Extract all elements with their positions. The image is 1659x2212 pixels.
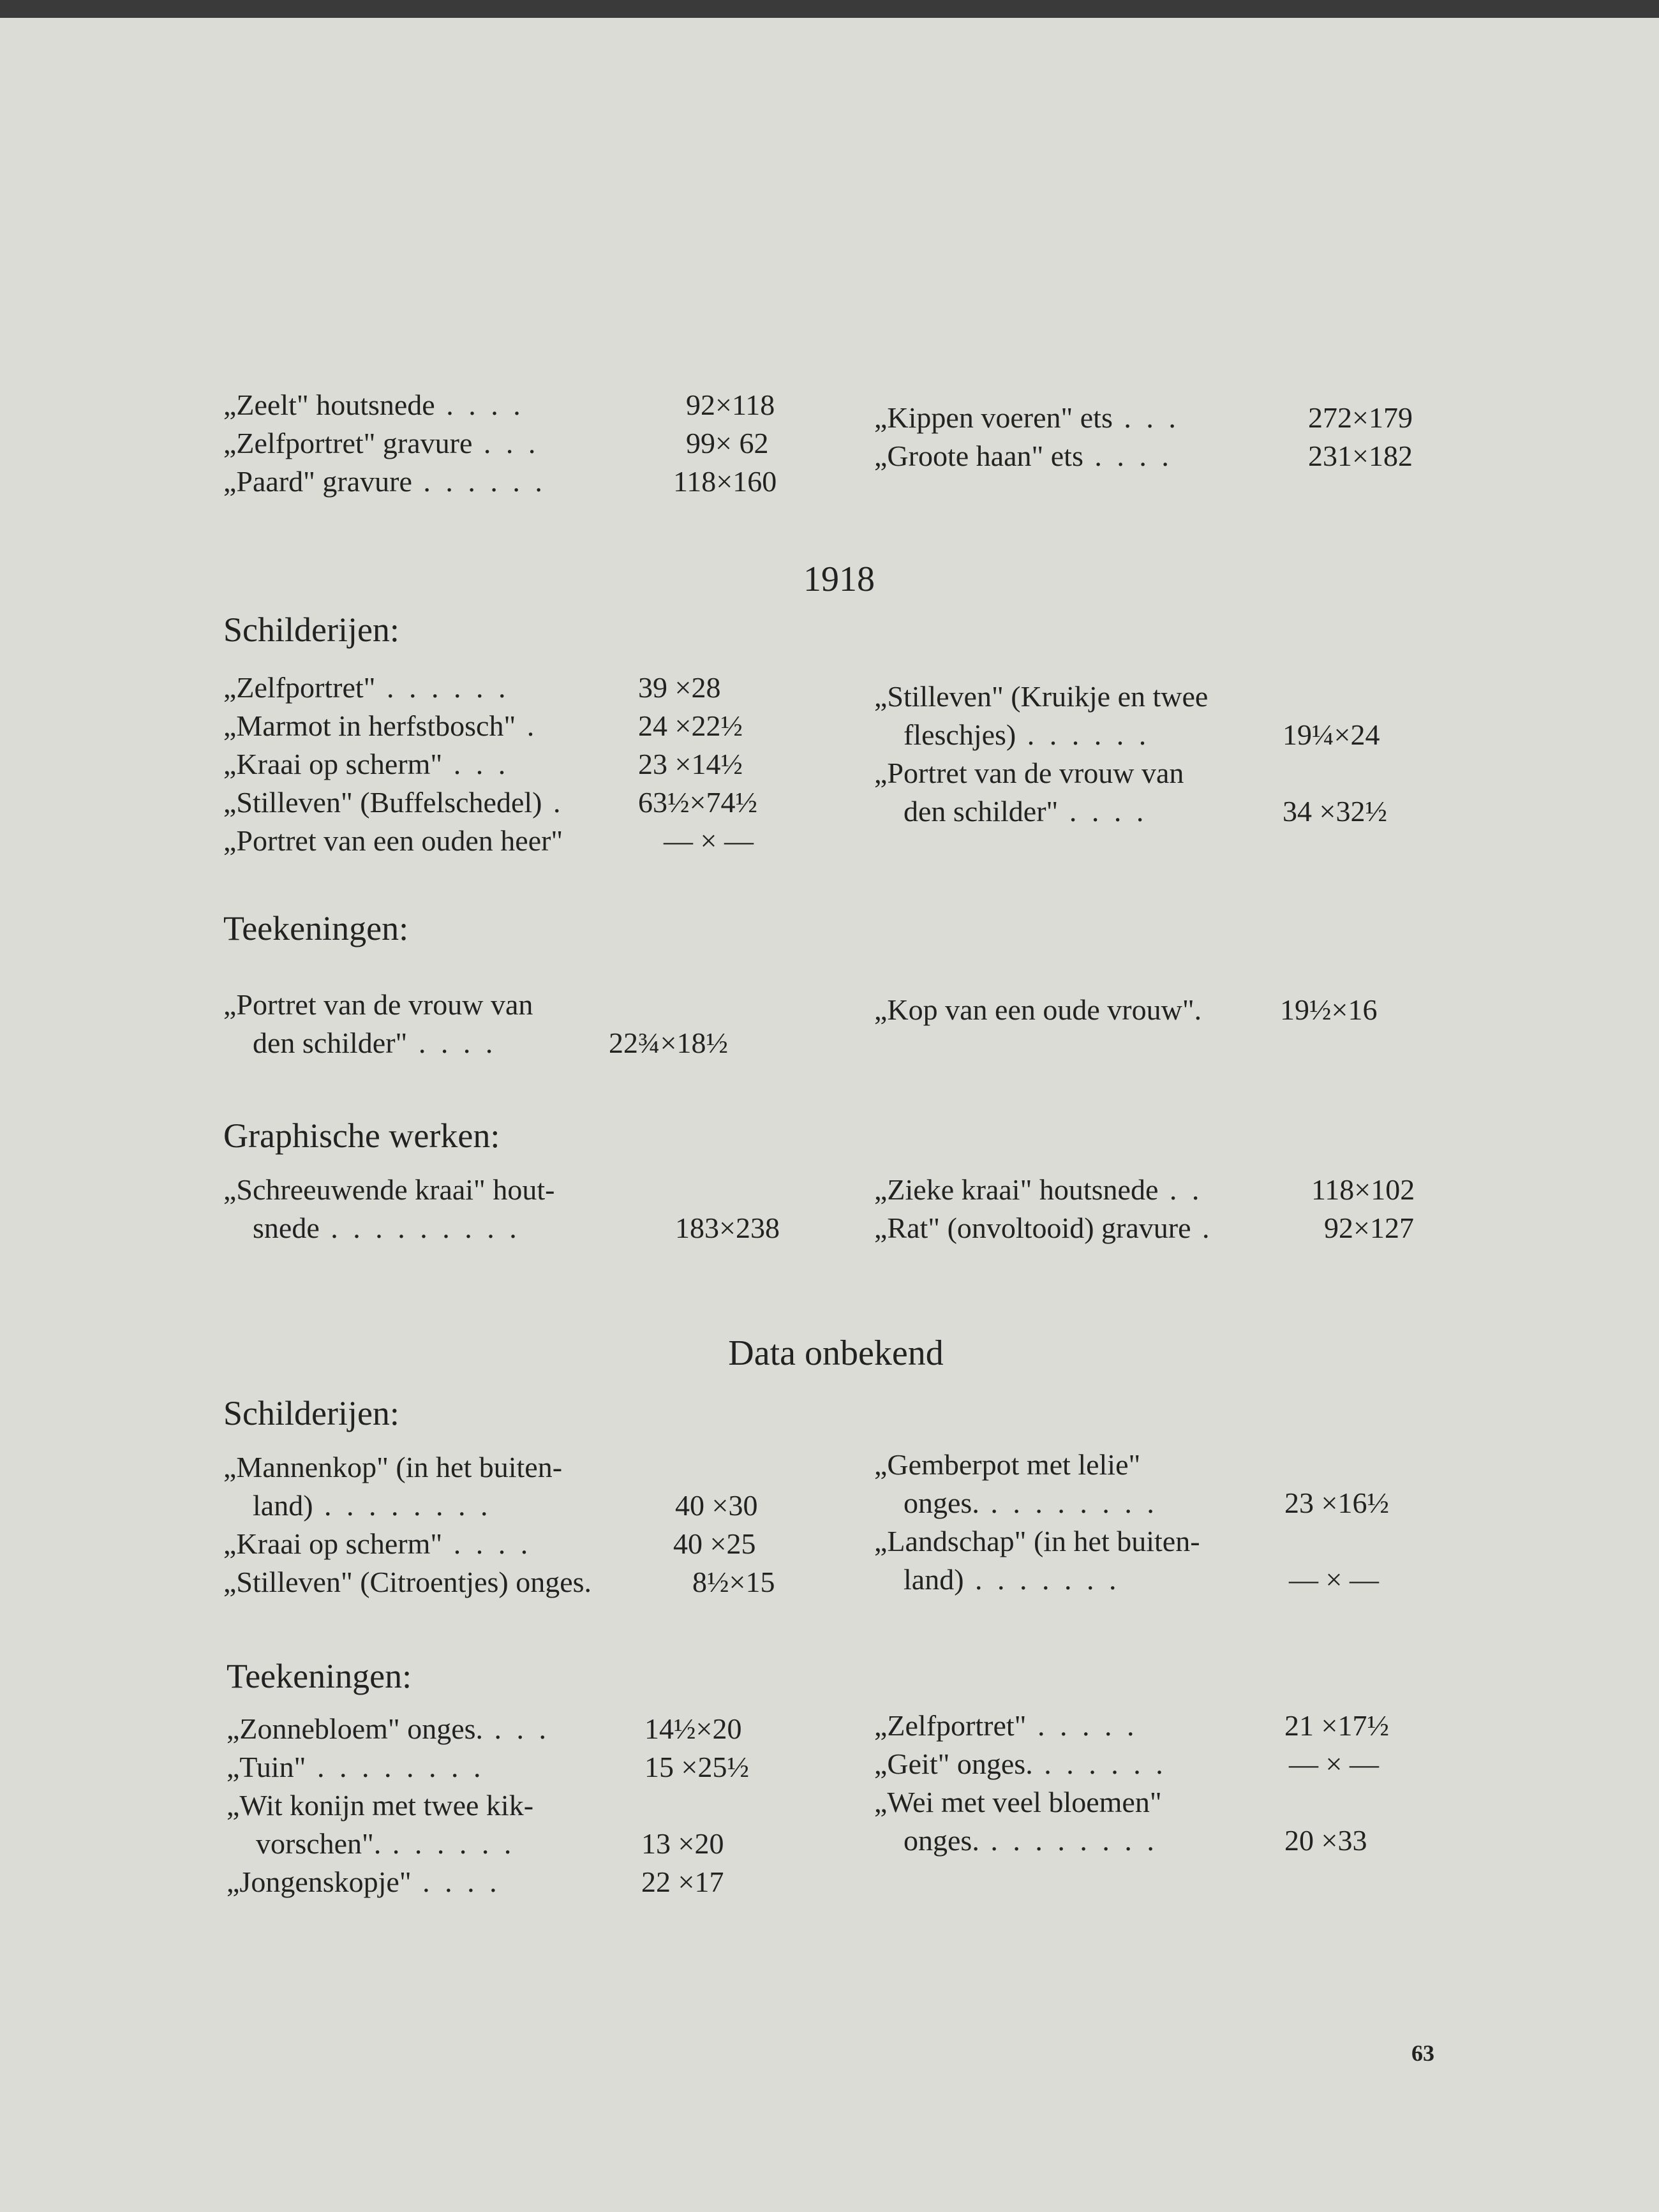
list-item xyxy=(223,669,810,707)
entry-title: den schilder" xyxy=(253,1027,408,1059)
dot-leader: . . xyxy=(1158,1173,1203,1206)
entry-dimensions: 231×182 xyxy=(1308,440,1413,472)
entry-dimensions: 22¾×18½ xyxy=(609,1027,728,1059)
top-left-list xyxy=(223,386,798,501)
entry-title: „Paard" gravure xyxy=(223,465,412,498)
list-item xyxy=(874,1522,1448,1561)
entry-dimensions: 40 ×30 xyxy=(675,1489,758,1522)
entry-title: „Tuin" xyxy=(227,1751,306,1783)
list-item xyxy=(223,1024,810,1062)
entry-title: „Stilleven" (Citroentjes) onges. xyxy=(223,1566,592,1598)
entry-title-line: „Gemberpot met lelie" xyxy=(874,1448,1141,1481)
dot-leader: . . . xyxy=(442,748,510,780)
list-item xyxy=(223,424,798,463)
list-item xyxy=(223,1487,810,1525)
dot-leader: . . . xyxy=(1112,401,1180,434)
entry-dimensions: 13 ×20 xyxy=(641,1827,724,1860)
list-item xyxy=(874,1171,1448,1209)
list-item xyxy=(223,386,798,424)
entry-title: „Zelfportret" gravure xyxy=(223,427,473,459)
list-item xyxy=(874,678,1448,716)
entry-dimensions: 92×118 xyxy=(686,389,775,421)
entry-title: „Stilleven" (Buffelschedel) xyxy=(223,786,542,819)
list-item xyxy=(227,1710,814,1748)
entry-dimensions: 20 ×33 xyxy=(1284,1824,1367,1857)
entry-title-line: „Wei met veel bloemen" xyxy=(874,1786,1162,1818)
entry-title: „Kraai op scherm" xyxy=(223,748,443,780)
entry-dimensions: — × — xyxy=(1289,1748,1379,1780)
entry-title: „Marmot in herfstbosch" xyxy=(223,709,516,742)
entry-title: „Kraai op scherm" xyxy=(223,1527,443,1560)
entry-dimensions: 23 ×14½ xyxy=(638,748,743,780)
dot-leader: . . . . . . xyxy=(412,465,546,498)
teekeningen-onbekend-right xyxy=(874,1707,1448,1860)
dot-leader: . . . . . . xyxy=(1016,718,1150,751)
schilderijen-1918-left xyxy=(223,669,810,860)
dot-leader: . . . . . . . . xyxy=(979,1487,1158,1519)
top-right-list xyxy=(874,399,1448,475)
entry-dimensions: 272×179 xyxy=(1308,401,1413,434)
list-item xyxy=(874,792,1448,831)
list-item xyxy=(223,1448,810,1487)
entry-title: „Zonnebloem" onges. xyxy=(227,1712,484,1745)
entry-title: fleschjes) xyxy=(904,718,1016,751)
entry-dimensions: 14½×20 xyxy=(644,1712,742,1745)
section-data-onbekend: Data onbekend xyxy=(728,1333,944,1373)
entry-title: „Zeelt" houtsnede xyxy=(223,389,435,421)
heading-graphische-werken: Graphische werken: xyxy=(223,1117,500,1155)
list-item xyxy=(874,437,1448,475)
list-item xyxy=(874,1745,1448,1783)
dot-leader: . . . . . . . xyxy=(963,1563,1120,1596)
list-item xyxy=(227,1786,814,1825)
entry-title: onges. xyxy=(904,1487,979,1519)
list-item xyxy=(223,707,810,745)
list-item xyxy=(223,745,810,783)
dot-leader: . . . . xyxy=(407,1027,497,1059)
schilderijen-1918-right xyxy=(874,678,1448,831)
dot-leader: . . . . . . xyxy=(381,1827,516,1860)
dot-leader: . . . . . . . . xyxy=(306,1751,485,1783)
list-item xyxy=(874,1783,1448,1822)
entry-dimensions: 23 ×16½ xyxy=(1284,1487,1389,1519)
entry-title: vorschen". xyxy=(256,1827,382,1860)
entry-title: den schilder" xyxy=(904,795,1059,828)
entry-title: „Zieke kraai" houtsnede xyxy=(874,1173,1159,1206)
entry-dimensions: — × — xyxy=(664,824,754,857)
list-item xyxy=(874,1446,1448,1484)
dot-leader: . xyxy=(542,786,565,819)
entry-title-line: „Landschap" (in het buiten- xyxy=(874,1525,1200,1557)
dot-leader: . . . . . . xyxy=(375,671,510,704)
list-item xyxy=(223,463,798,501)
entry-dimensions: 39 ×28 xyxy=(638,671,721,704)
entry-title-line: „Portret van de vrouw van xyxy=(874,757,1184,789)
list-item xyxy=(223,822,810,860)
dot-leader: . xyxy=(1191,1212,1214,1244)
entry-title-line: „Schreeuwende kraai" hout- xyxy=(223,1173,555,1206)
list-item xyxy=(223,1209,810,1247)
dot-leader: . . . . xyxy=(1058,795,1148,828)
list-item xyxy=(874,754,1448,792)
dot-leader: . . . . xyxy=(1083,440,1173,472)
graphische-1918-right xyxy=(874,1171,1448,1247)
list-item xyxy=(874,1707,1448,1745)
dot-leader: . . . xyxy=(483,1712,551,1745)
dot-leader: . . . . xyxy=(411,1866,501,1898)
dot-leader: . . . . xyxy=(435,389,524,421)
list-item xyxy=(227,1748,814,1786)
graphische-1918-left xyxy=(223,1171,810,1247)
teekeningen-1918-left xyxy=(223,986,810,1062)
entry-title: „Jongenskopje" xyxy=(227,1866,412,1898)
dot-leader: . . . . xyxy=(442,1527,532,1560)
entry-dimensions: 21 ×17½ xyxy=(1284,1709,1389,1742)
entry-dimensions: — × — xyxy=(1289,1563,1379,1596)
dot-leader: . . . xyxy=(472,427,540,459)
list-item xyxy=(874,1209,1448,1247)
list-item xyxy=(227,1863,814,1901)
dot-leader: . xyxy=(516,709,539,742)
heading-schilderijen: Schilderijen: xyxy=(223,611,399,649)
entry-title: land) xyxy=(904,1563,964,1596)
entry-title: „Kop van een oude vrouw". xyxy=(874,993,1202,1026)
list-item xyxy=(223,1525,810,1563)
entry-title-line: „Stilleven" (Kruikje en twee xyxy=(874,680,1209,713)
entry-dimensions: 118×102 xyxy=(1311,1173,1415,1206)
list-item xyxy=(874,1561,1448,1599)
list-item xyxy=(227,1825,814,1863)
dot-leader: . . . . . . . . xyxy=(313,1489,492,1522)
list-item xyxy=(874,399,1448,437)
heading-teekeningen: Teekeningen: xyxy=(227,1657,412,1695)
teekeningen-onbekend-left xyxy=(227,1710,814,1901)
entry-title: „Zelfportret" xyxy=(223,671,376,704)
entry-dimensions: 24 ×22½ xyxy=(638,709,743,742)
entry-title-line: „Mannenkop" (in het buiten- xyxy=(223,1451,563,1483)
entry-dimensions: 34 ×32½ xyxy=(1283,795,1387,828)
entry-dimensions: 118×160 xyxy=(673,465,777,498)
entry-dimensions: 8½×15 xyxy=(692,1566,775,1598)
entry-dimensions: 99× 62 xyxy=(686,427,769,459)
section-year-1918: 1918 xyxy=(803,560,875,599)
entry-dimensions: 19½×16 xyxy=(1280,993,1378,1026)
list-item xyxy=(223,783,810,822)
entry-title-line: „Portret van de vrouw van xyxy=(223,988,533,1021)
entry-title: snede xyxy=(253,1212,320,1244)
entry-dimensions: 19¼×24 xyxy=(1283,718,1380,751)
entry-dimensions: 92×127 xyxy=(1324,1212,1414,1244)
teekeningen-1918-right xyxy=(874,991,1448,1029)
dot-leader: . . . . . . . . . xyxy=(319,1212,521,1244)
entry-title: „Groote haan" ets xyxy=(874,440,1083,472)
dot-leader: . . . . . . . . xyxy=(979,1824,1158,1857)
entry-dimensions: 22 ×17 xyxy=(641,1866,724,1898)
dot-leader: . . . . . xyxy=(1026,1709,1138,1742)
entry-title: „Kippen voeren" ets xyxy=(874,401,1113,434)
list-item xyxy=(874,1484,1448,1522)
list-item xyxy=(874,716,1448,754)
entry-dimensions: 40 ×25 xyxy=(673,1527,756,1560)
entry-title: onges. xyxy=(904,1824,979,1857)
schilderijen-onbekend-right xyxy=(874,1446,1448,1599)
list-item xyxy=(874,1822,1448,1860)
list-item xyxy=(223,1563,810,1601)
entry-dimensions: 15 ×25½ xyxy=(644,1751,749,1783)
heading-teekeningen: Teekeningen: xyxy=(223,909,409,947)
page-number: 63 xyxy=(1411,2040,1434,2066)
list-item xyxy=(223,986,810,1024)
list-item xyxy=(874,991,1448,1029)
entry-title-line: „Wit konijn met twee kik- xyxy=(227,1789,534,1822)
entry-title: land) xyxy=(253,1489,313,1522)
schilderijen-onbekend-left xyxy=(223,1448,810,1601)
page-edge-shadow xyxy=(0,0,1659,18)
entry-dimensions: 63½×74½ xyxy=(638,786,757,819)
dot-leader: . . . . . . xyxy=(1032,1748,1167,1780)
entry-dimensions: 183×238 xyxy=(675,1212,780,1244)
entry-title: „Zelfportret" xyxy=(874,1709,1027,1742)
entry-title: „Rat" (onvoltooid) gravure xyxy=(874,1212,1191,1244)
heading-schilderijen: Schilderijen: xyxy=(223,1394,399,1432)
entry-title: „Geit" onges. xyxy=(874,1748,1033,1780)
entry-title: „Portret van een ouden heer" xyxy=(223,824,563,857)
list-item xyxy=(223,1171,810,1209)
